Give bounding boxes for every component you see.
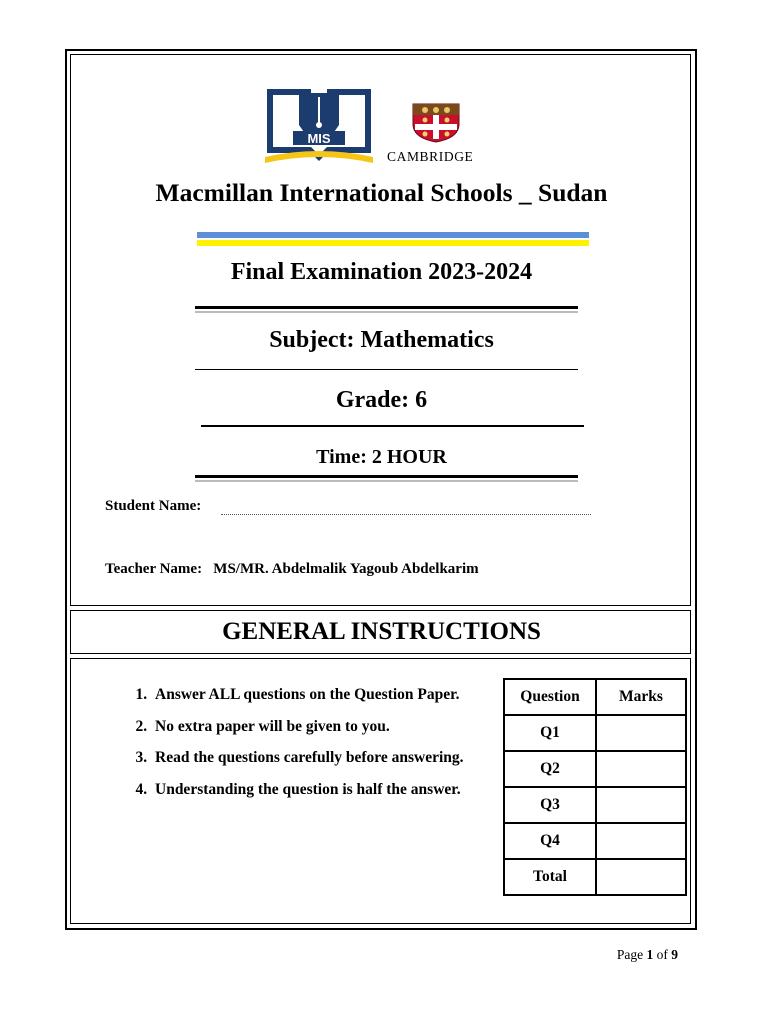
table-row	[504, 715, 686, 751]
page-indicator	[617, 947, 678, 963]
subject-rule	[195, 369, 578, 370]
question-column-header: Question	[504, 679, 596, 715]
marks-table-header	[504, 679, 686, 715]
total-marks-cell[interactable]	[596, 859, 686, 895]
table-row	[504, 823, 686, 859]
marks-table	[503, 678, 687, 896]
marks-column-header: Marks	[596, 679, 686, 715]
time-rule-thick	[195, 475, 578, 478]
mis-logo-text: MIS	[307, 131, 331, 146]
table-row	[504, 751, 686, 787]
exam-rule-thick	[195, 306, 578, 309]
question-cell: Q3	[504, 787, 596, 823]
instruction-item: 1. Answer ALL questions on the Question Paper.	[151, 679, 481, 711]
question-cell: Q4	[504, 823, 596, 859]
time-title: Time: 2 HOUR	[316, 446, 447, 468]
instructions-body-box	[70, 658, 691, 924]
instructions-heading: GENERAL INSTRUCTIONS	[222, 618, 541, 645]
student-name-label: Student Name:	[105, 498, 202, 514]
logos-row	[263, 85, 563, 175]
subject-title: Subject: Mathematics	[269, 327, 494, 353]
instruction-item: 3. Read the questions carefully before answering.	[151, 742, 481, 774]
instructions-heading-box	[70, 610, 691, 654]
cambridge-wordmark: CAMBRIDGE	[387, 149, 474, 164]
marks-cell[interactable]	[596, 751, 686, 787]
marks-cell[interactable]	[596, 787, 686, 823]
page-total: 9	[671, 947, 678, 962]
instruction-item: 2. No extra paper will be given to you.	[151, 711, 481, 743]
total-cell: Total	[504, 859, 596, 895]
grade-rule	[201, 425, 584, 427]
page-number: 1	[646, 947, 654, 962]
table-row	[504, 859, 686, 895]
student-name-field[interactable]	[221, 514, 591, 515]
blue-stripe	[197, 232, 589, 238]
grade-title: Grade: 6	[335, 387, 428, 413]
school-name: Macmillan International Schools _ Sudan	[155, 178, 608, 207]
exam-cover-frame	[65, 49, 697, 930]
of-word: of	[656, 947, 668, 962]
instruction-item: 4. Understanding the question is half the answer.	[151, 774, 481, 806]
time-rule-gray	[195, 480, 578, 482]
decorative-stripes	[197, 232, 589, 246]
mis-logo	[263, 85, 375, 171]
exam-rule-gray	[195, 311, 578, 313]
table-row	[504, 787, 686, 823]
yellow-stripe	[197, 240, 589, 246]
question-cell: Q2	[504, 751, 596, 787]
marks-cell[interactable]	[596, 715, 686, 751]
exam-title: Final Examination 2023-2024	[230, 259, 533, 285]
page-word: Page	[616, 947, 644, 962]
teacher-name: Teacher Name: MS/MR. Abdelmalik Yagoub Abdelkarim	[105, 561, 479, 577]
cover-header-box	[70, 54, 691, 606]
instructions-list	[125, 679, 481, 805]
cambridge-shield-icon	[411, 102, 461, 144]
question-cell: Q1	[504, 715, 596, 751]
marks-cell[interactable]	[596, 823, 686, 859]
